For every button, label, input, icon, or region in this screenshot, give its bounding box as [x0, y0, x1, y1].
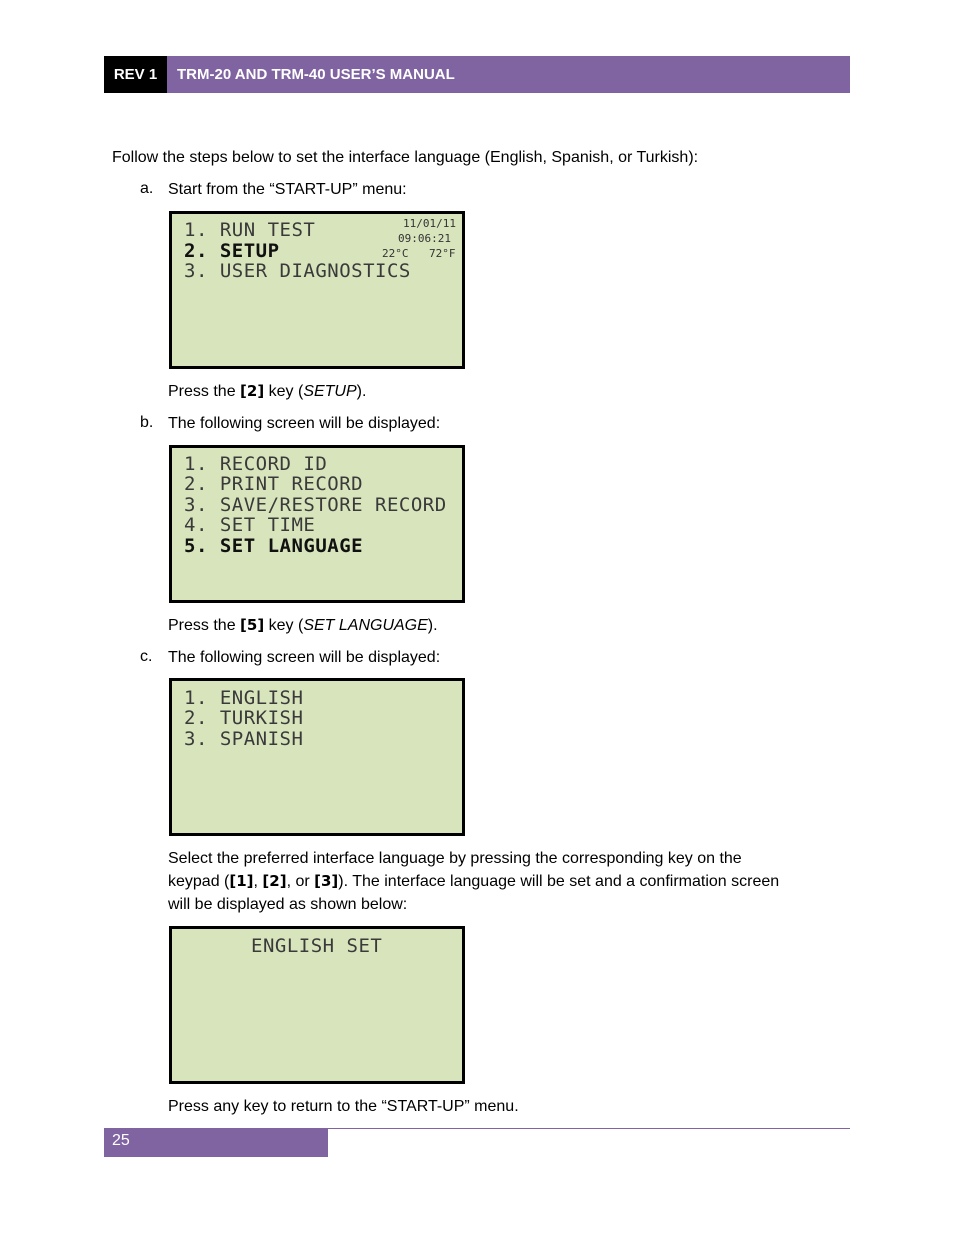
step-b-text: The following screen will be displayed:: [168, 415, 441, 432]
lcd-line: 2. PRINT RECORD: [184, 473, 364, 495]
lcd-line: ENGLISH SET: [251, 935, 383, 957]
menu-name: SET LANGUAGE: [303, 617, 428, 634]
lcd-screen-setup: [169, 445, 465, 603]
instruction-text: ).: [427, 617, 438, 634]
lcd-line: 1. RECORD ID: [184, 453, 328, 475]
intro-text: Follow the steps below to set the interface language (English, Spanish, or Turkish):: [112, 149, 699, 166]
page-number: 25: [104, 1129, 328, 1157]
lcd-temp-f: 72°F: [429, 247, 456, 260]
lcd-line: 1. RUN TEST: [184, 219, 316, 241]
instruction-text: key (: [264, 617, 304, 634]
menu-name: SETUP: [303, 383, 357, 400]
lcd-line-selected: 5. SET LANGUAGE: [184, 535, 364, 557]
manual-title: TRM-20 AND TRM-40 USER’S MANUAL: [167, 56, 850, 93]
instruction-text: ,: [253, 873, 263, 890]
step-a-letter: a.: [140, 180, 154, 197]
step-c-letter: c.: [140, 648, 153, 665]
step-b-letter: b.: [140, 414, 154, 431]
instruction-text: keypad (: [168, 873, 230, 890]
lcd-line: 4. SET TIME: [184, 514, 316, 536]
instruction-text: Press the: [168, 383, 241, 400]
lcd-time: 09:06:21: [398, 232, 451, 245]
select-text-line1: Select the preferred interface language by pressing the corresponding key on the: [168, 850, 742, 867]
lcd-date: 11/01/11: [403, 217, 456, 230]
press-setup-instruction: [168, 380, 366, 403]
final-instruction: Press any key to return to the “START-UP” menu.: [168, 1098, 519, 1115]
revision-label: REV 1: [104, 56, 167, 93]
lcd-line: 3. USER DIAGNOSTICS: [184, 260, 411, 282]
lcd-screen-confirmation: [169, 926, 465, 1084]
lcd-temp-c: 22°C: [382, 247, 409, 260]
lcd-line: 2. TURKISH: [184, 707, 304, 729]
lcd-line: 1. ENGLISH: [184, 687, 304, 709]
lcd-line: 3. SAVE/RESTORE RECORD: [184, 494, 447, 516]
step-c-text: The following screen will be displayed:: [168, 649, 441, 666]
lcd-line-selected: 2. SETUP: [184, 240, 280, 262]
key-label: [3]: [314, 872, 339, 890]
key-label: [1]: [229, 872, 254, 890]
select-text-line2: [168, 870, 779, 893]
key-label: [2]: [240, 382, 265, 400]
instruction-text: Press the: [168, 617, 241, 634]
instruction-text: , or: [286, 873, 315, 890]
select-text-line3: will be displayed as shown below:: [168, 896, 408, 913]
step-a-text: Start from the “START-UP” menu:: [168, 181, 407, 198]
key-label: [5]: [240, 616, 265, 634]
key-label: [2]: [262, 872, 287, 890]
instruction-text: key (: [264, 383, 304, 400]
lcd-screen-startup: [169, 211, 465, 369]
lcd-screen-language: [169, 678, 465, 836]
instruction-text: ).: [356, 383, 367, 400]
instruction-text: ). The interface language will be set and a confirmation screen: [338, 873, 780, 890]
page-header: [104, 56, 850, 93]
press-language-instruction: [168, 614, 438, 637]
lcd-line: 3. SPANISH: [184, 728, 304, 750]
